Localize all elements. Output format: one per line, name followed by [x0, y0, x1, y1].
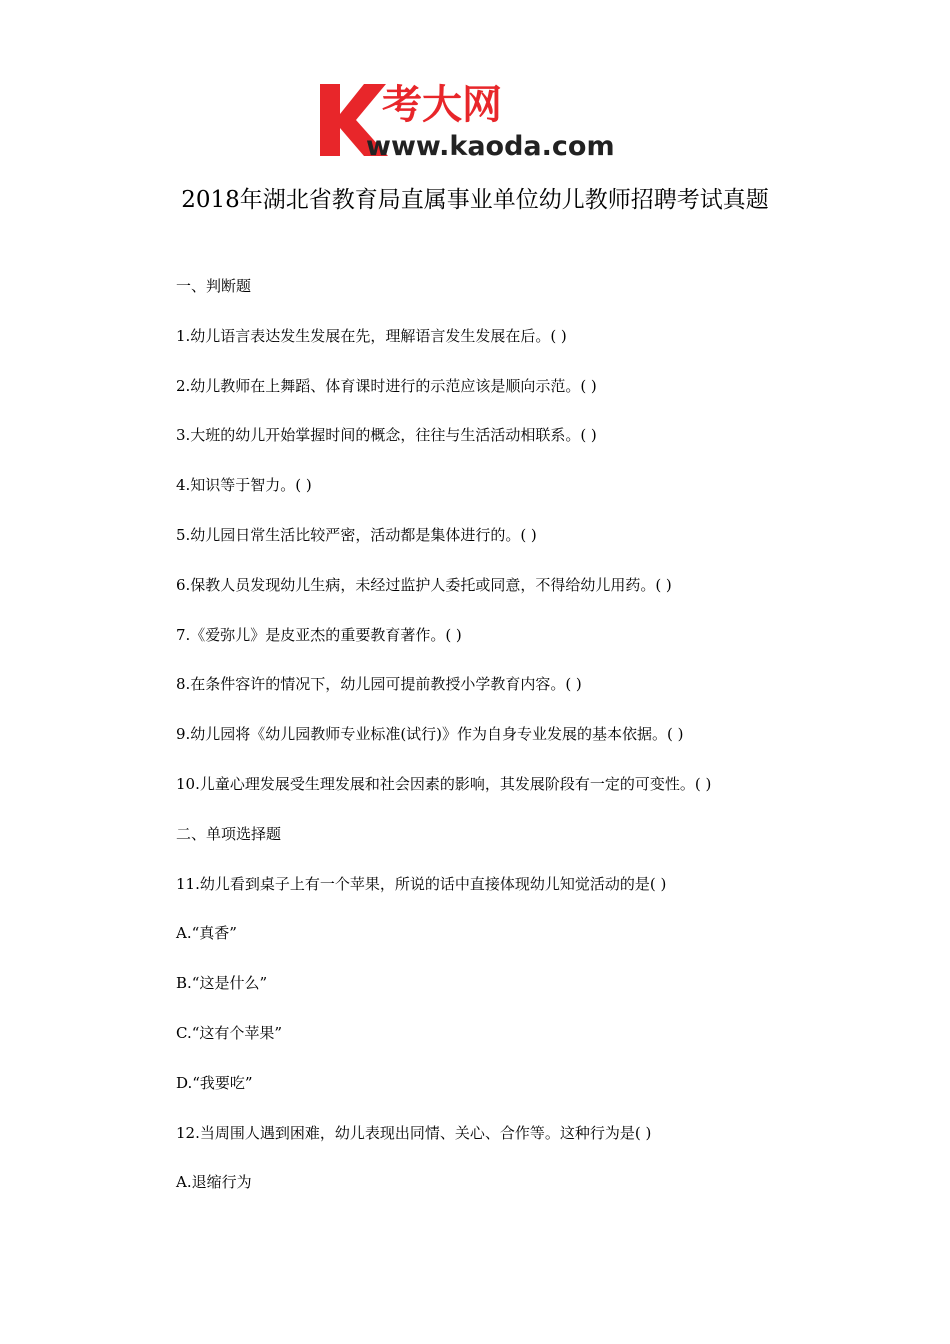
question-1: 1.幼儿语言表达发生发展在先，理解语言发生发展在后。( ) — [176, 326, 567, 345]
logo-url: www.kaoda.com — [366, 131, 615, 160]
question-list — [176, 275, 896, 1221]
question-11-option-b: B.“这是什么” — [176, 974, 268, 993]
question-10: 10.儿童心理发展受生理发展和社会因素的影响，其发展阶段有一定的可变性。( ) — [176, 774, 712, 793]
section-heading-single-choice: 二、单项选择题 — [176, 824, 282, 843]
question-3: 3.大班的幼儿开始掌握时间的概念，往往与生活活动相联系。( ) — [176, 426, 597, 445]
kaoda-logo — [318, 80, 638, 160]
question-7: 7.《爱弥儿》是皮亚杰的重要教育著作。( ) — [176, 625, 462, 644]
document-title: 2018年湖北省教育局直属事业单位幼儿教师招聘考试真题 — [181, 187, 769, 213]
question-11-option-a: A.“真香” — [176, 924, 237, 943]
kaoda-logo-graphic — [318, 80, 638, 160]
question-12: 12.当周围人遇到困难，幼儿表现出同情、关心、合作等。这种行为是( ) — [176, 1123, 652, 1142]
question-12-option-a: A.退缩行为 — [176, 1173, 252, 1192]
question-9: 9.幼儿园将《幼儿园教师专业标准(试行)》作为自身专业发展的基本依据。( ) — [176, 725, 684, 744]
section-heading-true-false: 一、判断题 — [176, 277, 252, 295]
question-11-option-c: C.“这有个苹果” — [176, 1023, 283, 1042]
logo-name: 考大网 — [382, 82, 502, 128]
question-4: 4.知识等于智力。( ) — [176, 476, 312, 495]
question-2: 2.幼儿教师在上舞蹈、体育课时进行的示范应该是顺向示范。( ) — [176, 376, 597, 395]
question-6: 6.保教人员发现幼儿生病，未经过监护人委托或同意，不得给幼儿用药。( ) — [176, 575, 672, 594]
question-8: 8.在条件容许的情况下，幼儿园可提前教授小学教育内容。( ) — [176, 675, 582, 694]
question-11: 11.幼儿看到桌子上有一个苹果，所说的话中直接体现幼儿知觉活动的是( ) — [176, 874, 667, 893]
question-11-option-d: D.“我要吃” — [176, 1073, 253, 1092]
question-5: 5.幼儿园日常生活比较严密，活动都是集体进行的。( ) — [176, 525, 537, 544]
